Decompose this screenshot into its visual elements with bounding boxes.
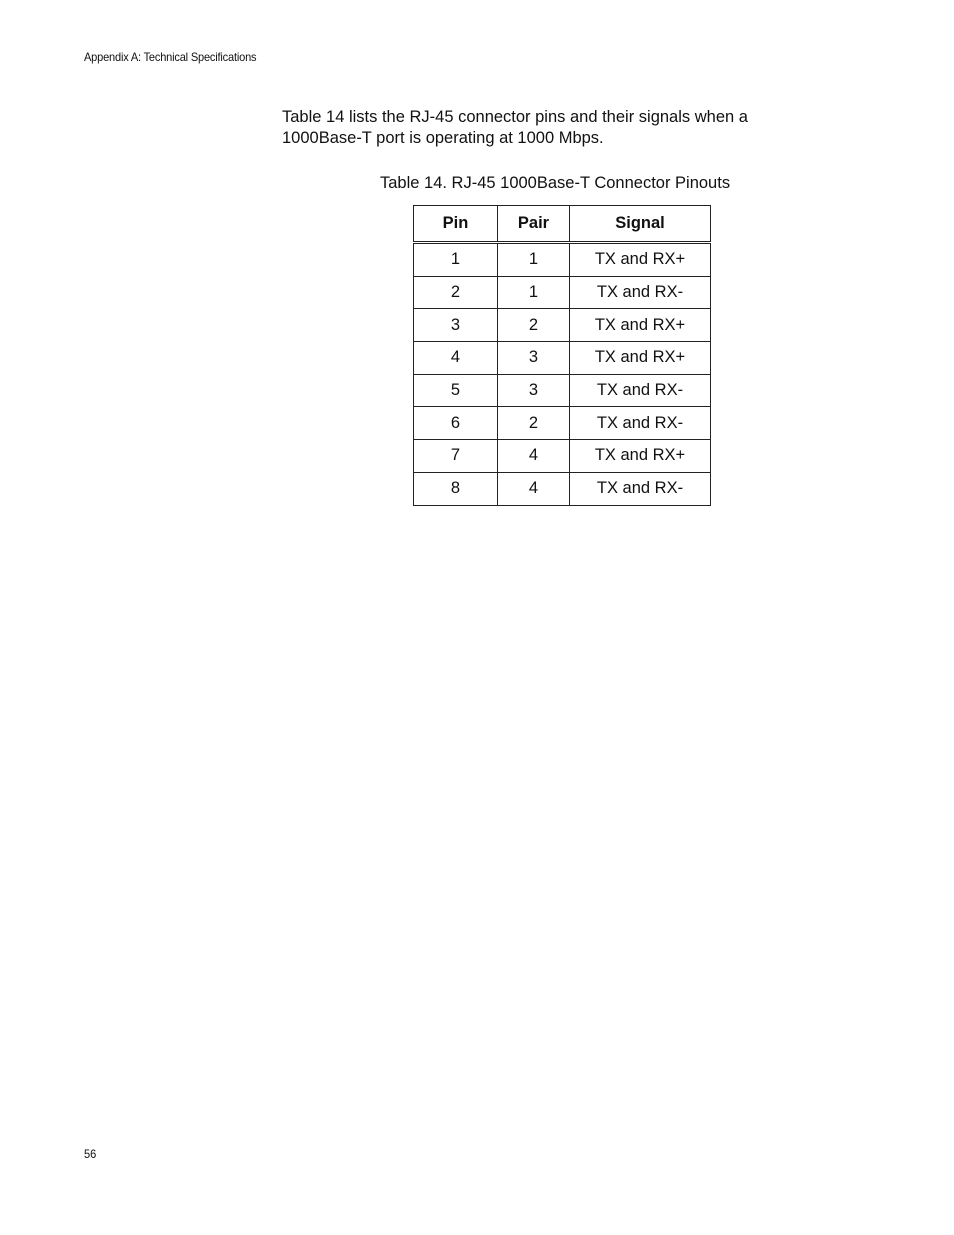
pair-cell: 4 (498, 440, 570, 473)
pin-cell: 4 (414, 342, 498, 375)
table-caption: Table 14. RJ-45 1000Base-T Connector Pinouts (380, 174, 731, 192)
pin-cell: 5 (414, 374, 498, 407)
pair-cell: 2 (498, 309, 570, 342)
signal-cell: TX and RX- (570, 374, 711, 407)
pair-cell: 1 (498, 243, 570, 277)
pair-cell: 1 (498, 276, 570, 309)
pin-cell: 7 (414, 440, 498, 473)
pin-cell: 6 (414, 407, 498, 440)
pair-cell: 4 (498, 472, 570, 505)
pair-cell: 2 (498, 407, 570, 440)
signal-cell: TX and RX+ (570, 309, 711, 342)
pinout-table (413, 205, 711, 506)
signal-cell: TX and RX+ (570, 243, 711, 277)
signal-cell: TX and RX- (570, 407, 711, 440)
column-header-pin: Pin (414, 206, 498, 243)
table-row (414, 374, 711, 407)
column-header-signal: Signal (570, 206, 711, 243)
table-row (414, 309, 711, 342)
intro-paragraph: Table 14 lists the RJ-45 connector pins and their signals when a 1000Base-T port is operating at 1000 Mbps. (282, 108, 748, 147)
signal-cell: TX and RX+ (570, 440, 711, 473)
pin-cell: 2 (414, 276, 498, 309)
table-row (414, 472, 711, 505)
page-number: 56 (84, 1147, 97, 1161)
pair-cell: 3 (498, 374, 570, 407)
signal-cell: TX and RX- (570, 276, 711, 309)
pin-cell: 1 (414, 243, 498, 277)
table-row (414, 407, 711, 440)
table-row (414, 276, 711, 309)
pair-cell: 3 (498, 342, 570, 375)
table-header-row (414, 206, 711, 243)
pin-cell: 3 (414, 309, 498, 342)
table-row (414, 440, 711, 473)
pin-cell: 8 (414, 472, 498, 505)
running-header: Appendix A: Technical Specifications (84, 50, 257, 64)
table-row (414, 243, 711, 277)
column-header-pair: Pair (498, 206, 570, 243)
signal-cell: TX and RX- (570, 472, 711, 505)
signal-cell: TX and RX+ (570, 342, 711, 375)
table-row (414, 342, 711, 375)
